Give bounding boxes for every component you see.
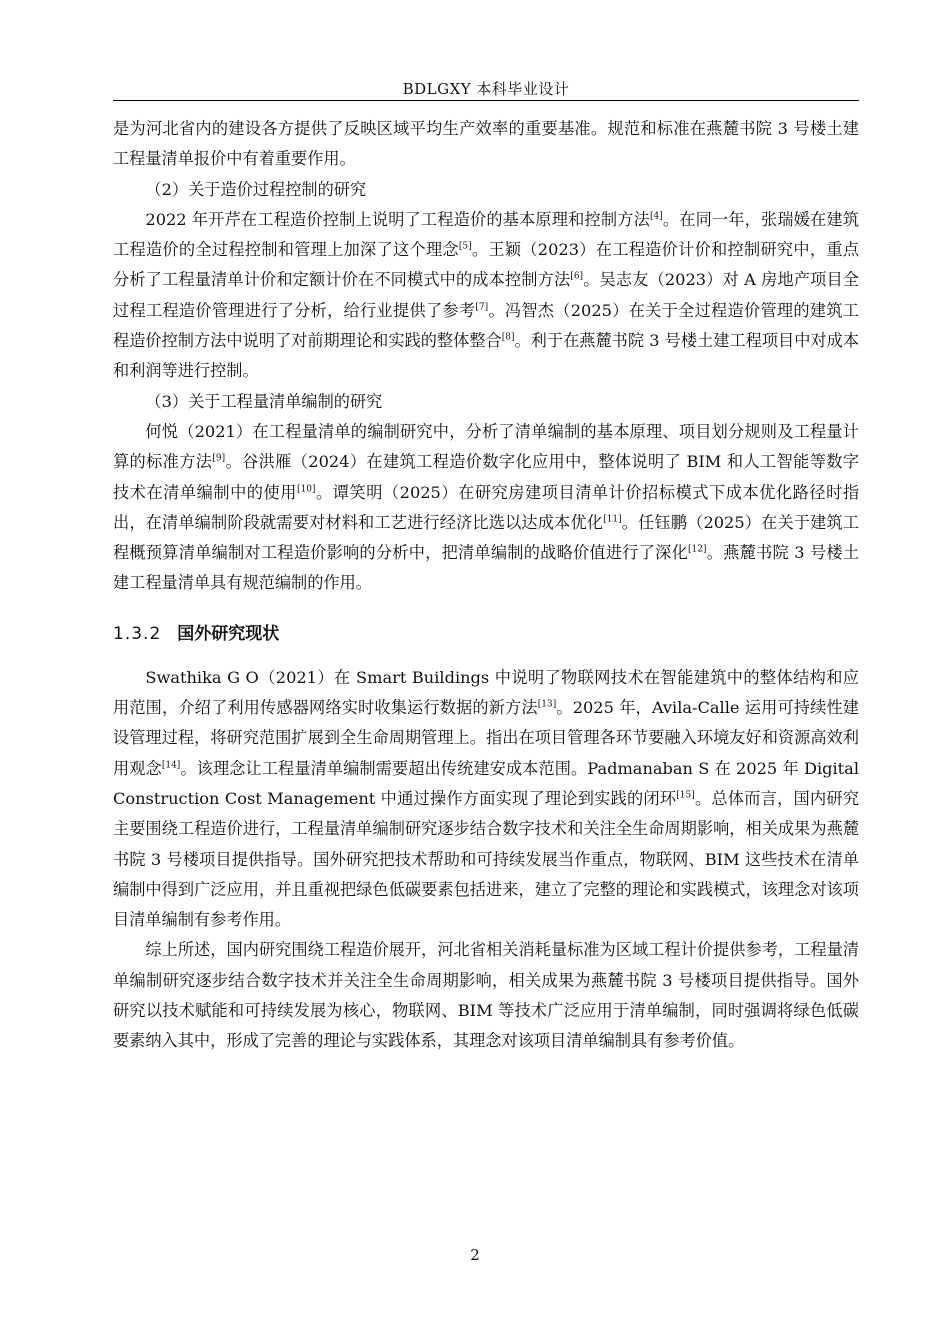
page-number: 2 bbox=[470, 1246, 480, 1264]
citation-marker: [11] bbox=[603, 514, 622, 525]
header-rule bbox=[113, 100, 859, 101]
section-title: 国外研究现状 bbox=[177, 623, 280, 644]
citation-marker: [13] bbox=[537, 699, 557, 710]
running-header: BDLGXY 本科毕业设计 bbox=[402, 80, 570, 98]
paragraph-summary: 综上所述，国内研究围绕工程造价展开，河北省相关消耗量标准为区域工程计价提供参考，工程量清单编制研究逐步结合数字技术并关注全生命周期影响，相关成果为燕麓书院 3 号楼项目提供指导。国外研究以技术赋能和可持续发展为核心，物联网、BIM 等技术广泛应用于清单编制，同时强调将绿色低碳要素纳入其中，形成了完善的理论与实践体系，其理念对该项目清单编制具有参考价值。 bbox=[113, 940, 859, 1051]
paragraph-cost-control: 2022 年开芹在工程造价控制上说明了工程造价的基本原理和控制方法[4]。在同一年，张瑞媛在建筑工程造价的全过程控制和管理上加深了这个理念[5]。王颖（2023）在工程造价计价和控制研究中，重点分析了工程量清单计价和定额计价在不同模式中的成本控制方法[6]。吴志友（2023）对 A 房地产项目全过程工程造价管理进行了分析，给行业提供了参考[7]。冯智杰（2025）在关于全过程造价管理的建筑工程造价控制方法中说明了对前期理论和实践的整体整合[8]。利于在燕麓书院 3 号楼土建工程项目中对成本和利润等进行控制。 bbox=[113, 209, 860, 381]
paragraph-bill-compilation: 何悦（2021）在工程量清单的编制研究中，分析了清单编制的基本原理、项目划分规则及工程量计算的标准方法[9]。谷洪雁（2024）在建筑工程造价数字化应用中，整体说明了 BIM 和人工智能等数字技术在清单编制中的使用[10]。谭笑明（2025）在研究房建项目清单计价招标模式下成本优化路径时指出，在清单编制阶段就需要对材料和工艺进行经济比选以达成本优化[11]。任钰鹏（2025）在关于建筑工程概预算清单编制对工程造价影响的分析中，把清单编制的战略价值进行了深化[12]。燕麓书院 3 号楼土建工程量清单具有规范编制的作用。 bbox=[113, 421, 860, 593]
section-number: 1.3.2 bbox=[113, 623, 162, 644]
paragraph-foreign-research: Swathika G O（2021）在 Smart Buildings 中说明了物联网技术在智能建筑中的整体结构和应用范围，介绍了利用传感器网络实时收集运行数据的新方法[13]。2025 年，Avila-Calle 运用可持续性建设管理过程，将研究范围扩展到全生命周期管理上。指出在项目管理各环节要融入环境友好和资源高效利用观念[14]。该理念让工程量清单编制需要超出传统建安成本范围。Padmanaban S 在 2025 年 Digital Construction Cost Management 中通过操作方面实现了理论到实践的闭环[15]。总体而言，国内研究主要围绕工程造价进行，工程量清单编制研究逐步结合数字技术和关注全生命周期影响，相关成果为燕麓书院 3 号楼项目提供指导。国外研究把技术帮助和可持续发展当作重点，物联网、BIM 这些技术在清单编制中得到广泛应用，并且重视把绿色低碳要素包括进来，建立了完整的理论和实践模式，该理念对该项目清单编制有参考作用。 bbox=[113, 667, 860, 930]
citation-marker: [15] bbox=[676, 790, 695, 801]
subsection-3-heading: （3）关于工程量清单编制的研究 bbox=[145, 391, 383, 411]
page-body bbox=[113, 114, 859, 1057]
citation-marker: [12] bbox=[688, 544, 707, 555]
paragraph-continuation: 是为河北省内的建设各方提供了反映区域平均生产效率的重要基准。规范和标准在燕麓书院 3 号楼土建工程量清单报价中有着重要作用。 bbox=[113, 119, 859, 169]
citation-marker: [10] bbox=[297, 484, 316, 495]
citation-marker: [14] bbox=[161, 760, 181, 771]
citation-marker: [7] bbox=[475, 302, 489, 313]
citation-marker: [6] bbox=[570, 272, 584, 283]
citation-marker: [9] bbox=[212, 453, 226, 464]
section-heading-1-3-2 bbox=[113, 619, 859, 649]
citation-marker: [8] bbox=[501, 332, 515, 343]
citation-marker: [5] bbox=[458, 241, 472, 252]
subsection-2-heading: （2）关于造价过程控制的研究 bbox=[145, 179, 367, 199]
citation-marker: [4] bbox=[649, 211, 663, 222]
